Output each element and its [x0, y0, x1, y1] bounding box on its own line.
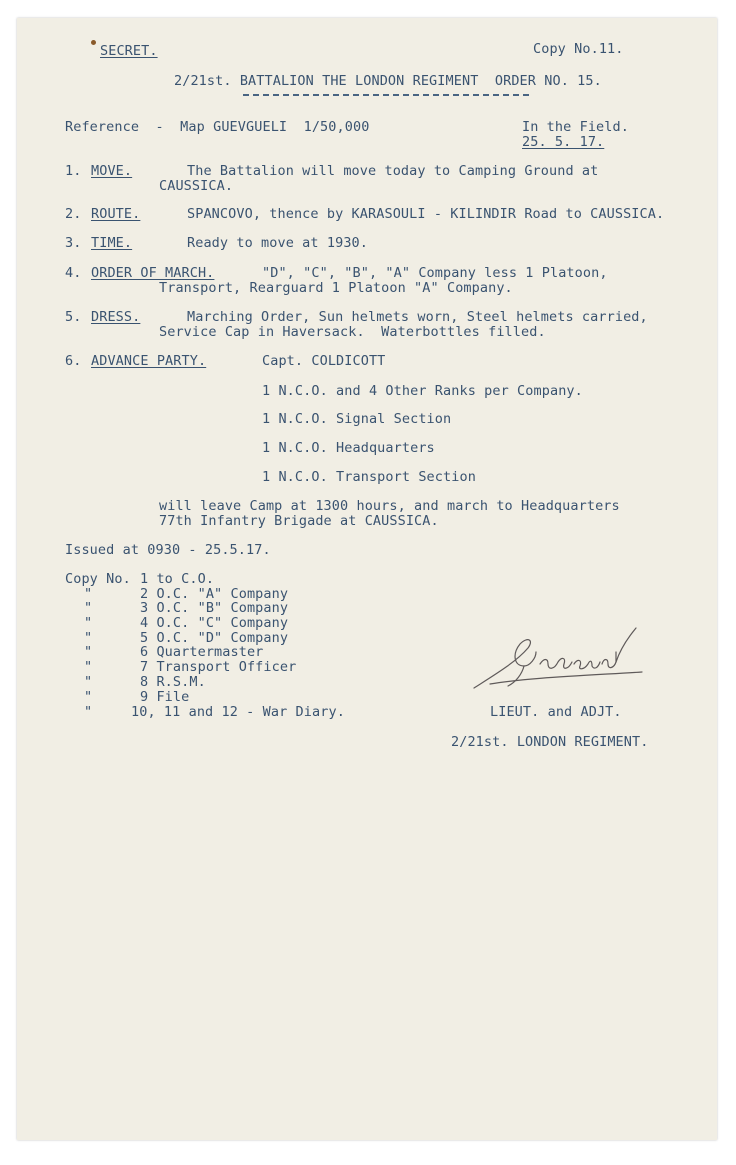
para-line: Ready to move at 1930.: [187, 235, 369, 251]
handwritten-signature: [466, 622, 646, 692]
para-number: 3.: [65, 235, 82, 251]
para-number: 6.: [65, 353, 82, 369]
para-heading: ORDER OF MARCH.: [91, 265, 215, 281]
place-line: In the Field.: [522, 119, 629, 135]
reference-line: Reference - Map GUEVGUELI 1/50,000: [65, 119, 370, 135]
para-number: 4.: [65, 265, 82, 281]
distribution-item: 7 Transport Officer: [140, 659, 297, 675]
distribution-prefix: ": [84, 659, 93, 675]
signature-unit: 2/21st. LONDON REGIMENT.: [451, 734, 649, 750]
advance-party-item: 1 N.C.O. Headquarters: [262, 440, 435, 456]
advance-party-item: 1 N.C.O. Signal Section: [262, 411, 452, 427]
distribution-prefix: ": [84, 600, 93, 616]
para-line: Transport, Rearguard 1 Platoon "A" Company.: [159, 280, 513, 296]
distribution-prefix: Copy No.: [65, 571, 131, 587]
distribution-item: 2 O.C. "A" Company: [140, 586, 289, 602]
para-number: 5.: [65, 309, 82, 325]
distribution-item: 10, 11 and 12 - War Diary.: [131, 704, 345, 720]
distribution-prefix: ": [84, 704, 93, 720]
para-line: Service Cap in Haversack. Waterbottles filled.: [159, 324, 546, 340]
distribution-prefix: ": [84, 615, 93, 631]
distribution-prefix: ": [84, 674, 93, 690]
distribution-item: 3 O.C. "B" Company: [140, 600, 289, 616]
copy-number: Copy No.11.: [533, 41, 624, 57]
distribution-item: 9 File: [140, 689, 190, 705]
para-heading: MOVE.: [91, 163, 133, 179]
distribution-item: 5 O.C. "D" Company: [140, 630, 289, 646]
para-line: CAUSSICA.: [159, 178, 234, 194]
advance-note-line: 77th Infantry Brigade at CAUSSICA.: [159, 513, 439, 529]
para-line: "D", "C", "B", "A" Company less 1 Platoon,: [262, 265, 608, 281]
distribution-prefix: ": [84, 644, 93, 660]
para-line: Marching Order, Sun helmets worn, Steel helmets carried,: [187, 309, 648, 325]
title-dashed-rule: [243, 94, 529, 96]
advance-party-item: 1 N.C.O. and 4 Other Ranks per Company.: [262, 383, 583, 399]
para-number: 1.: [65, 163, 82, 179]
para-heading: TIME.: [91, 235, 133, 251]
distribution-item: 6 Quartermaster: [140, 644, 264, 660]
distribution-item: 1 to C.O.: [140, 571, 215, 587]
distribution-prefix: ": [84, 689, 93, 705]
para-number: 2.: [65, 206, 82, 222]
distribution-prefix: ": [84, 586, 93, 602]
para-line: The Battalion will move today to Camping Ground at: [187, 163, 599, 179]
para-heading: DRESS.: [91, 309, 141, 325]
secret-label: SECRET.: [100, 43, 158, 59]
para-heading: ROUTE.: [91, 206, 141, 222]
para-line: Capt. COLDICOTT: [262, 353, 386, 369]
distribution-item: 4 O.C. "C" Company: [140, 615, 289, 631]
advance-note-line: will leave Camp at 1300 hours, and march to Headquarters: [159, 498, 620, 514]
signature-rank: LIEUT. and ADJT.: [490, 704, 622, 720]
order-title: 2/21st. BATTALION THE LONDON REGIMENT ORDER NO. 15.: [174, 73, 602, 89]
date-line: 25. 5. 17.: [522, 134, 605, 150]
para-heading: ADVANCE PARTY.: [91, 353, 207, 369]
distribution-prefix: ": [84, 630, 93, 646]
issued-line: Issued at 0930 - 25.5.17.: [65, 542, 271, 558]
distribution-item: 8 R.S.M.: [140, 674, 206, 690]
punch-mark: [91, 40, 96, 45]
para-line: SPANCOVO, thence by KARASOULI - KILINDIR Road to CAUSSICA.: [187, 206, 665, 222]
advance-party-item: 1 N.C.O. Transport Section: [262, 469, 476, 485]
